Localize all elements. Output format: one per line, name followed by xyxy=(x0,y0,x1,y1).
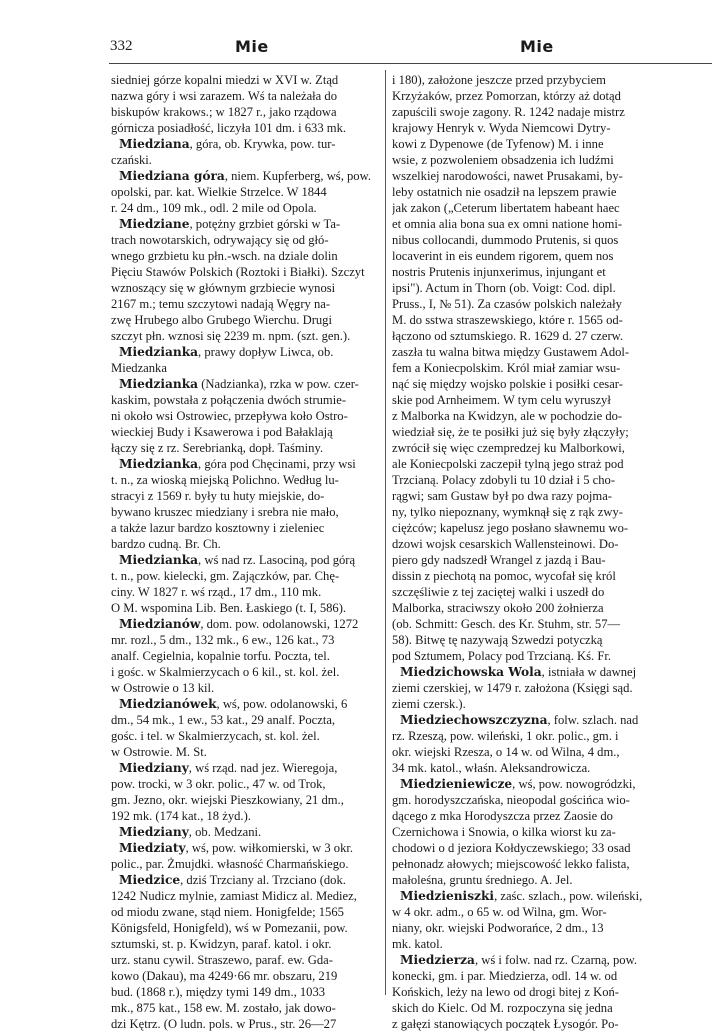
text-line: a także lazur bardzo kosztowny i zieleniec xyxy=(111,521,325,535)
text-line: r. 24 dm., 109 mk., odl. 2 mile od Opola. xyxy=(111,201,317,215)
text-line: górnicza posiadłość, liczyła 101 dm. i 633 mk. xyxy=(111,121,347,135)
text-line: nazwa góry i wsi zarazem. Wś ta należała do xyxy=(111,89,337,103)
text-line: jak zakon („Ceterum libertatem habeant haec xyxy=(392,201,620,215)
text-line: opolski, par. kat. Wielkie Strzelce. W 1844 xyxy=(111,185,327,199)
text-line: nibus collocandi, dummodo Prutenis, si quos xyxy=(392,233,619,247)
text-line: zaszła tu walna bitwa między Gustawem Adol- xyxy=(392,345,630,359)
text-line: Miedzice, dziś Trzciany al. Trzciano (dok. xyxy=(119,873,346,887)
text-line: pow. trocki, w 3 okr. polic., 47 w. od Trok, xyxy=(111,777,326,791)
entry-headword: Miedzianówek xyxy=(119,697,217,711)
text-line: 58). Bitwę tę nazywają Szwedzi potyczką xyxy=(392,633,603,647)
text-line: stracyi z 1569 r. były tu huty miejskie, do- xyxy=(111,489,325,503)
text-line: Miedziany, wś rząd. nad jez. Wieregoja, xyxy=(119,761,338,775)
text-line: Miedzieniewicze, wś, pow. nowogródzki, xyxy=(400,777,636,791)
text-line: wznoszący się w głównym grzbiecie wynosi xyxy=(111,281,336,295)
text-line: i gośc. w Skalmierzycach o 6 kil., st. kol. żel. xyxy=(111,665,340,679)
text-line: ciężców; kapelusz jego posłano sławnemu wo- xyxy=(392,521,629,535)
text-line: rz. Rzeszą, pow. wileński, 1 okr. polic., gm. i xyxy=(392,729,619,743)
text-line: dzowi wojsk cesarskich Wallensteinowi. Do- xyxy=(392,537,619,551)
text-line: Miedzianka, prawy dopływ Liwca, ob. xyxy=(119,345,334,359)
text-line: polic., par. Żmujdki. własność Charmańskiego. xyxy=(111,857,349,871)
left-column xyxy=(111,72,381,1032)
text-line: wnego grzbietu ku płn.-wsch. na dziale dolin xyxy=(111,249,338,263)
text-line: Miedzieniszki, zaśc. szlach., pow. wileński, xyxy=(400,889,643,903)
entry-headword: Miedziana góra xyxy=(119,169,225,183)
text-line: skie pod Arnheimem. W tym celu wyruszył xyxy=(392,393,611,407)
text-line: Miedzianów, dom. pow. odolanowski, 1272 xyxy=(119,617,359,631)
text-line: 192 mk. (174 kat., 18 żyd.). xyxy=(111,809,251,823)
text-line: kowi z Dypenowe (de Tyfenow) M. i inne xyxy=(392,137,604,151)
text-line: dzi Kętrz. (O ludn. pols. w Prus., str. 26—27 xyxy=(111,1017,337,1031)
text-line: w 4 okr. adm., o 65 w. od Wilna, gm. Wor- xyxy=(392,905,607,919)
text-line: mr. rozl., 5 dm., 132 mk., 6 ew., 126 kat., 73 xyxy=(111,633,335,647)
text-line: (ob. Schmitt: Gesch. des Kr. Stuhm, str. 57— xyxy=(392,617,621,631)
text-line: czański. xyxy=(111,153,152,167)
entry-headword: Miedzianka xyxy=(119,553,199,567)
text-line: Miedziana, góra, ob. Krywka, pow. tur- xyxy=(119,137,336,151)
text-line: krajowy Henryk v. Wyda Niemcowi Dytry- xyxy=(392,121,611,135)
text-line: locaverint in eis eundem rigorem, quem nos xyxy=(392,249,614,263)
text-line: sztumski, st. p. Kwidzyn, paraf. katol. i okr. xyxy=(111,937,332,951)
text-line: szczyt płn. wznosi się 2239 m. npm. (szt. gen.). xyxy=(111,329,351,343)
text-line: ziemi czersk.). xyxy=(392,697,466,711)
text-line: skich do Kielc. Od M. rozpoczyna się jedna xyxy=(392,1001,613,1015)
text-line: z gałęzi stanowiących początek Łysogór. Po- xyxy=(392,1017,619,1031)
text-line: trach nowotarskich, odrywający się od głó- xyxy=(111,233,329,247)
entry-headword: Miedzieniewicze xyxy=(400,777,513,791)
entry-headword: Miedziany xyxy=(119,761,189,775)
text-line: Miedziane, potężny grzbiet górski w Ta- xyxy=(119,217,341,231)
text-line: od miodu zwane, stąd niem. Honigfelde; 1565 xyxy=(111,905,344,919)
text-line: Końskich, leży na lewo od drogi bitej z Koń- xyxy=(392,985,619,999)
header-guide-word-left: Mie xyxy=(235,37,269,56)
text-line: bywano kruszec miedziany i srebra nie mało, xyxy=(111,505,339,519)
text-line: Malborka, straciwszy około 200 żołnierza xyxy=(392,601,604,615)
text-line: biskupów krakows.; w 1827 r., jako rządowa xyxy=(111,105,337,119)
entry-headword: Miedzierza xyxy=(400,953,475,967)
text-line: Miedzichowska Wola, istniała w dawnej xyxy=(400,665,637,679)
text-line: 34 mk. katol., właśn. Aleksandrowicza. xyxy=(392,761,591,775)
header-rule xyxy=(109,63,712,64)
text-line: w Ostrowie o 13 kil. xyxy=(111,681,215,695)
text-line: mk., 875 kat., 158 ew. M. zostało, jak dowo- xyxy=(111,1001,336,1015)
text-line: wszelkiej narodowości, nawet Prusakami, by- xyxy=(392,169,623,183)
text-line: zwę Hrubego albo Grubego Wierchu. Drugi xyxy=(111,313,332,327)
text-line: piero gdy nadszedł Wrangel z jazdą i Bau- xyxy=(392,553,606,567)
text-line: Königsfeld, Honigfeld), wś w Pomezanii, pow. xyxy=(111,921,348,935)
text-line: ziemi czerskiej, w 1479 r. założona (Księgi sąd. xyxy=(392,681,633,695)
entry-headword: Miedziaty xyxy=(119,841,186,855)
text-line: dm., 54 mk., 1 ew., 53 kat., 29 analf. Poczta, xyxy=(111,713,336,727)
column-divider xyxy=(385,70,386,995)
header-guide-word-right: Mie xyxy=(520,37,554,56)
text-line: M. do sstwa straszewskiego, które r. 1565 od- xyxy=(392,313,623,327)
page-number: 332 xyxy=(110,38,133,54)
text-line: gośc. i tel. w Skalmierzycach, st. kol. żel. xyxy=(111,729,320,743)
text-line: i 180), założone jeszcze przed przybyciem xyxy=(392,73,606,87)
text-line: ipsi"). Actum in Thorn (ob. Voigt: Cod. dipl. xyxy=(392,281,616,295)
text-line: 2167 m.; temu szczytowi nadają Węgry na- xyxy=(111,297,331,311)
text-line: wsie, z pozwoleniem obsadzenia ich ludźmi xyxy=(392,153,614,167)
text-line: et omnia alia bona sua ex omni natione homi- xyxy=(392,217,623,231)
text-line: gm. horodyszczańska, nieopodal gościńca wio- xyxy=(392,793,630,807)
text-line: siedniej górze kopalni miedzi w XVI w. Ztąd xyxy=(111,73,339,87)
text-line: pełnonadz ałowych; miejscowość lekko falista, xyxy=(392,857,630,871)
text-line: wiedział się, że te posiłki już się były złączyły; xyxy=(392,425,629,439)
text-line: konecki, gm. i par. Miedzierza, odl. 14 w. od xyxy=(392,969,618,983)
entry-headword: Miedziana xyxy=(119,137,190,151)
text-line: chodowi o d jeziora Kołdyczewskiego; 33 osad xyxy=(392,841,631,855)
entry-headword: Miedzichowska Wola xyxy=(400,665,542,679)
text-line: pod Sztumem, Polacy pod Trzcianą. Kś. Fr. xyxy=(392,649,611,663)
entry-headword: Miedzice xyxy=(119,873,181,887)
text-line: niany, okr. wiejski Podworańce, 2 dm., 13 xyxy=(392,921,604,935)
entry-headword: Miedzianka xyxy=(119,345,199,359)
text-line: 1242 Nudicz mylnie, zamiast Midicz al. Mediez, xyxy=(111,889,357,903)
text-line: Miedzianka, góra pod Chęcinami, przy wsi xyxy=(119,457,356,471)
text-line: ny, tylko niepoznany, wymknął się z rąk zwy- xyxy=(392,505,623,519)
text-line: Miedzierza, wś i folw. nad rz. Czarną, pow. xyxy=(400,953,637,967)
text-line: Miedziechowszczyzna, folw. szlach. nad xyxy=(400,713,639,727)
page-header xyxy=(100,38,710,60)
text-line: Czernichowa i Snowia, o kilka wiorst ku za- xyxy=(392,825,616,839)
text-line: dącego z mka Horodyszcza przez Zaosie do xyxy=(392,809,613,823)
text-line: Krzyżaków, przez Pomorzan, którzy aż dotąd xyxy=(392,89,621,103)
entry-headword: Miedzianów xyxy=(119,617,201,631)
text-line: dissin z piechotą na pomoc, wycofał się król xyxy=(392,569,616,583)
text-line: Miedzianka, wś nad rz. Lasociną, pod górą xyxy=(119,553,356,567)
text-line: łączy się z rz. Serebrianką, dopł. Taśminy. xyxy=(111,441,324,455)
text-line: O M. wspomina Lib. Ben. Łaskiego (t. I, 586). xyxy=(111,601,347,615)
text-line: z Malborka na Kwidzyn, ale w pochodzie do- xyxy=(392,409,623,423)
text-line: kowo (Dakau), ma 4249·66 mr. obszaru, 219 xyxy=(111,969,338,983)
text-line: nostris Prutenis injunxerimus, injungant et xyxy=(392,265,606,279)
text-line: Miedzianka (Nadzianka), rzka w pow. czer- xyxy=(119,377,359,391)
text-line: urz. stanu cywil. Straszewo, paraf. ew. Gda- xyxy=(111,953,333,967)
text-line: Trzcianą. Polacy zdobyli tu 10 dział i 5 cho- xyxy=(392,473,616,487)
text-line: mk. katol. xyxy=(392,937,443,951)
text-line: zwrócił się więc czempredzej ku Malborkowi, xyxy=(392,441,625,455)
text-line: Miedziany, ob. Medzani. xyxy=(119,825,262,839)
text-line: małoleśna, gruntu średniego. A. Jel. xyxy=(392,873,573,887)
entry-headword: Miedziane xyxy=(119,217,190,231)
text-line: rągwi; sam Gustaw był po dwa razy pojma- xyxy=(392,489,612,503)
entry-headword: Miedzianka xyxy=(119,457,199,471)
text-line: kaskim, powstała z połączenia dwóch strumie- xyxy=(111,393,347,407)
text-line: Pruss., I, № 51). Za czasów polskich należały xyxy=(392,297,622,311)
text-line: Miedziaty, wś, pow. wiłkomierski, w 3 okr. xyxy=(119,841,354,855)
entry-headword: Miedziany xyxy=(119,825,189,839)
text-line: w Ostrowie. M. St. xyxy=(111,745,207,759)
text-line: ni około wsi Ostrowiec, przepływa koło Ostro- xyxy=(111,409,348,423)
text-line: Miedzianówek, wś, pow. odolanowski, 6 xyxy=(119,697,348,711)
text-line: leby ostatnich nie osadził na lepszem prawie xyxy=(392,185,617,199)
text-line: nąć się między wojsko polskie i posiłki cesar- xyxy=(392,377,623,391)
text-line: fem a Koniecpolskim. Król miał zamiar wsu- xyxy=(392,361,621,375)
text-line: bud. (1868 r.), między tymi 149 dm., 1033 xyxy=(111,985,326,999)
entry-headword: Miedzieniszki xyxy=(400,889,495,903)
text-line: wieckiej Budy i Ksawerowa i pod Bałaklają xyxy=(111,425,333,439)
text-line: analf. Cegielnia, kopalnie torfu. Poczta, tel. xyxy=(111,649,330,663)
text-line: zapuścili swoje zagony. R. 1242 nadaje mistrz xyxy=(392,105,625,119)
text-line: bardzo cudną. Br. Ch. xyxy=(111,537,221,551)
text-line: łączono od sztumskiego. R. 1629 d. 27 czerw. xyxy=(392,329,624,343)
text-line: ale Koniecpolski zaczepił tylną jego straż pod xyxy=(392,457,624,471)
text-line: Pięciu Stawów Polskich (Roztoki i Białki). Szczyt xyxy=(111,265,365,279)
entry-headword: Miedzianka xyxy=(119,377,199,391)
text-line: t. n., pow. kielecki, gm. Zajączków, par. Chę- xyxy=(111,569,340,583)
text-line: szczęśliwie z tej zaciętej walki i uszedł do xyxy=(392,585,605,599)
text-line: Miedzanka xyxy=(111,361,167,375)
right-column xyxy=(392,72,708,1032)
text-line: ciny. W 1827 r. wś rząd., 17 dm., 110 mk. xyxy=(111,585,322,599)
text-line: Miedziana góra, niem. Kupferberg, wś, pow. xyxy=(119,169,372,183)
entry-headword: Miedziechowszczyzna xyxy=(400,713,548,727)
text-line: t. n., za wioską miejską Polichno. Według lu- xyxy=(111,473,339,487)
text-line: okr. wiejski Rzesza, o 14 w. od Wilna, 4 dm., xyxy=(392,745,620,759)
text-line: gm. Jezno, okr. wiejski Pieszkowiany, 21 dm., xyxy=(111,793,344,807)
